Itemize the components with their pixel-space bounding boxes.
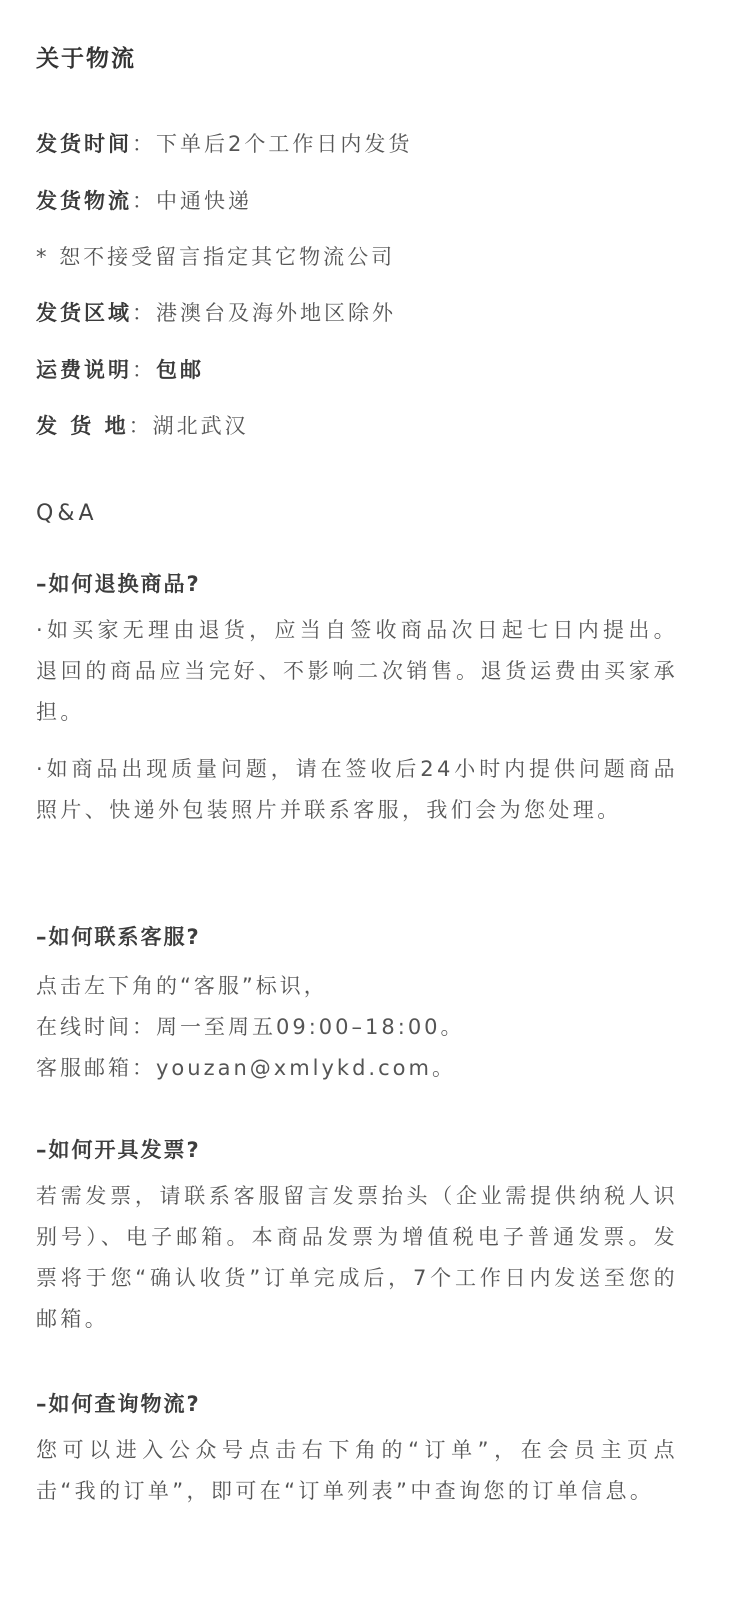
origin-separator: ：: [128, 414, 153, 438]
contact-online-hours: 在线时间：周一至周五09:00–18:00。: [36, 1015, 465, 1039]
carrier-note: * 恕不接受留言指定其它物流公司: [36, 245, 396, 269]
return-paragraph-1: ·如买家无理由退货，应当自签收商品次日起七日内提出。退回的商品应当完好、不影响二次销售。退货运费由买家承担。: [36, 618, 678, 724]
ship-time-separator: ：: [132, 132, 156, 156]
tracking-paragraph: 您可以进入公众号点击右下角的“订单”，在会员主页点击“我的订单”，即可在“订单列表”中查询您的订单信息。: [36, 1438, 678, 1503]
shipping-fee-row: [36, 354, 204, 384]
shipping-fee-label: 运费说明: [36, 358, 132, 382]
region-row: [36, 297, 396, 327]
qa-section-title: Q&A: [36, 501, 98, 526]
return-paragraph-2: ·如商品出现质量问题，请在签收后24小时内提供问题商品照片、快递外包装照片并联系客服，我们会为您处理。: [36, 757, 678, 822]
contact-line-1: 点击左下角的“客服”标识，: [36, 974, 328, 998]
ship-time-value: 下单后2个工作日内发货: [156, 132, 413, 156]
carrier-value: 中通快递: [156, 189, 252, 213]
shipping-fee-value: 包邮: [156, 358, 204, 382]
invoice-paragraph: 若需发票，请联系客服留言发票抬头（企业需提供纳税人识别号）、电子邮箱。本商品发票为增值税电子普通发票。发票将于您“确认收货”订单完成后，7个工作日内发送至您的邮箱。: [36, 1184, 678, 1331]
region-label: 发货区域: [36, 301, 132, 325]
origin-value: 湖北武汉: [152, 414, 249, 438]
contact-question-heading: –如何联系客服?: [36, 925, 201, 949]
contact-email: 客服邮箱：youzan@xmlykd.com。: [36, 1056, 456, 1080]
carrier-row: [36, 185, 252, 215]
return-question-heading: –如何退换商品?: [36, 572, 201, 596]
invoice-question-heading: –如何开具发票?: [36, 1138, 201, 1162]
ship-time-row: [36, 128, 412, 158]
region-value: 港澳台及海外地区除外: [156, 301, 396, 325]
origin-label: 发 货 地: [36, 414, 129, 438]
shipping-fee-separator: ：: [132, 358, 156, 382]
region-separator: ：: [132, 301, 156, 325]
origin-row: [36, 410, 249, 440]
logistics-section-title: 关于物流: [36, 46, 136, 72]
tracking-question-heading: –如何查询物流?: [36, 1392, 201, 1416]
carrier-label: 发货物流: [36, 189, 132, 213]
carrier-separator: ：: [132, 189, 156, 213]
ship-time-label: 发货时间: [36, 132, 132, 156]
